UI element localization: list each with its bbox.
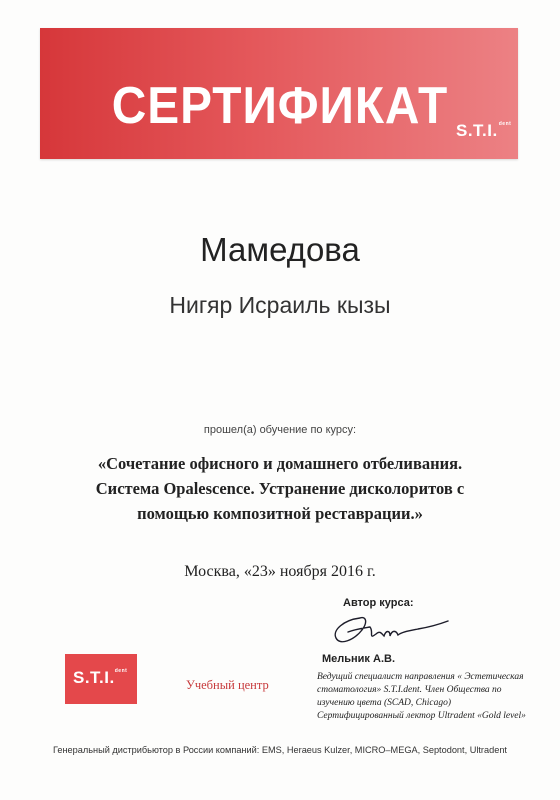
sti-training-center-logo bbox=[65, 654, 137, 704]
recipient-surname: Мамедова bbox=[200, 231, 360, 268]
author-credentials-line: изучению цвета (SCAD, Chicago) bbox=[317, 698, 451, 708]
distributor-footer: Генеральный дистрибьютор в России компаний: EMS, Heraeus Kulzer, MICRO–MEGA, Septodont, Ultradent bbox=[53, 745, 507, 755]
author-name: Мельник А.В. bbox=[322, 653, 395, 665]
author-credentials-line: Сертифицированный лектор Ultradent «Gold level» bbox=[317, 711, 526, 721]
author-label: Автор курса: bbox=[343, 597, 414, 609]
course-title bbox=[90, 451, 470, 526]
course-title-line-2: Система Opalescence. Устранение дисколоритов с bbox=[95, 479, 465, 498]
course-title-line-1: «Сочетание офисного и домашнего отбеливания. bbox=[97, 454, 463, 473]
sti-banner-logo bbox=[456, 121, 511, 141]
sti-banner-logo-sub: dent bbox=[498, 121, 512, 127]
completion-text: прошел(а) обучение по курсу: bbox=[203, 424, 357, 436]
author-credentials-line: Ведущий специалист направления « Эстетическая bbox=[317, 672, 524, 682]
recipient-given-names: Нигяр Исраиль кызы bbox=[169, 292, 391, 318]
author-credentials-line: стоматология» S.T.I.dent. Член Общества по bbox=[317, 685, 502, 695]
sti-logo-sub: dent bbox=[114, 668, 128, 674]
training-center-label: Учебный центр bbox=[186, 678, 269, 692]
course-title-line-3: помощью композитной реставрации.» bbox=[137, 504, 423, 523]
author-credentials bbox=[317, 671, 542, 723]
sti-logo-text: S.T.I. bbox=[73, 668, 115, 687]
issue-date: Москва, «23» ноября 2016 г. bbox=[184, 563, 376, 580]
certificate-title: СЕРТИФИКАТ bbox=[111, 77, 449, 135]
sti-banner-logo-text: S.T.I. bbox=[456, 121, 498, 140]
